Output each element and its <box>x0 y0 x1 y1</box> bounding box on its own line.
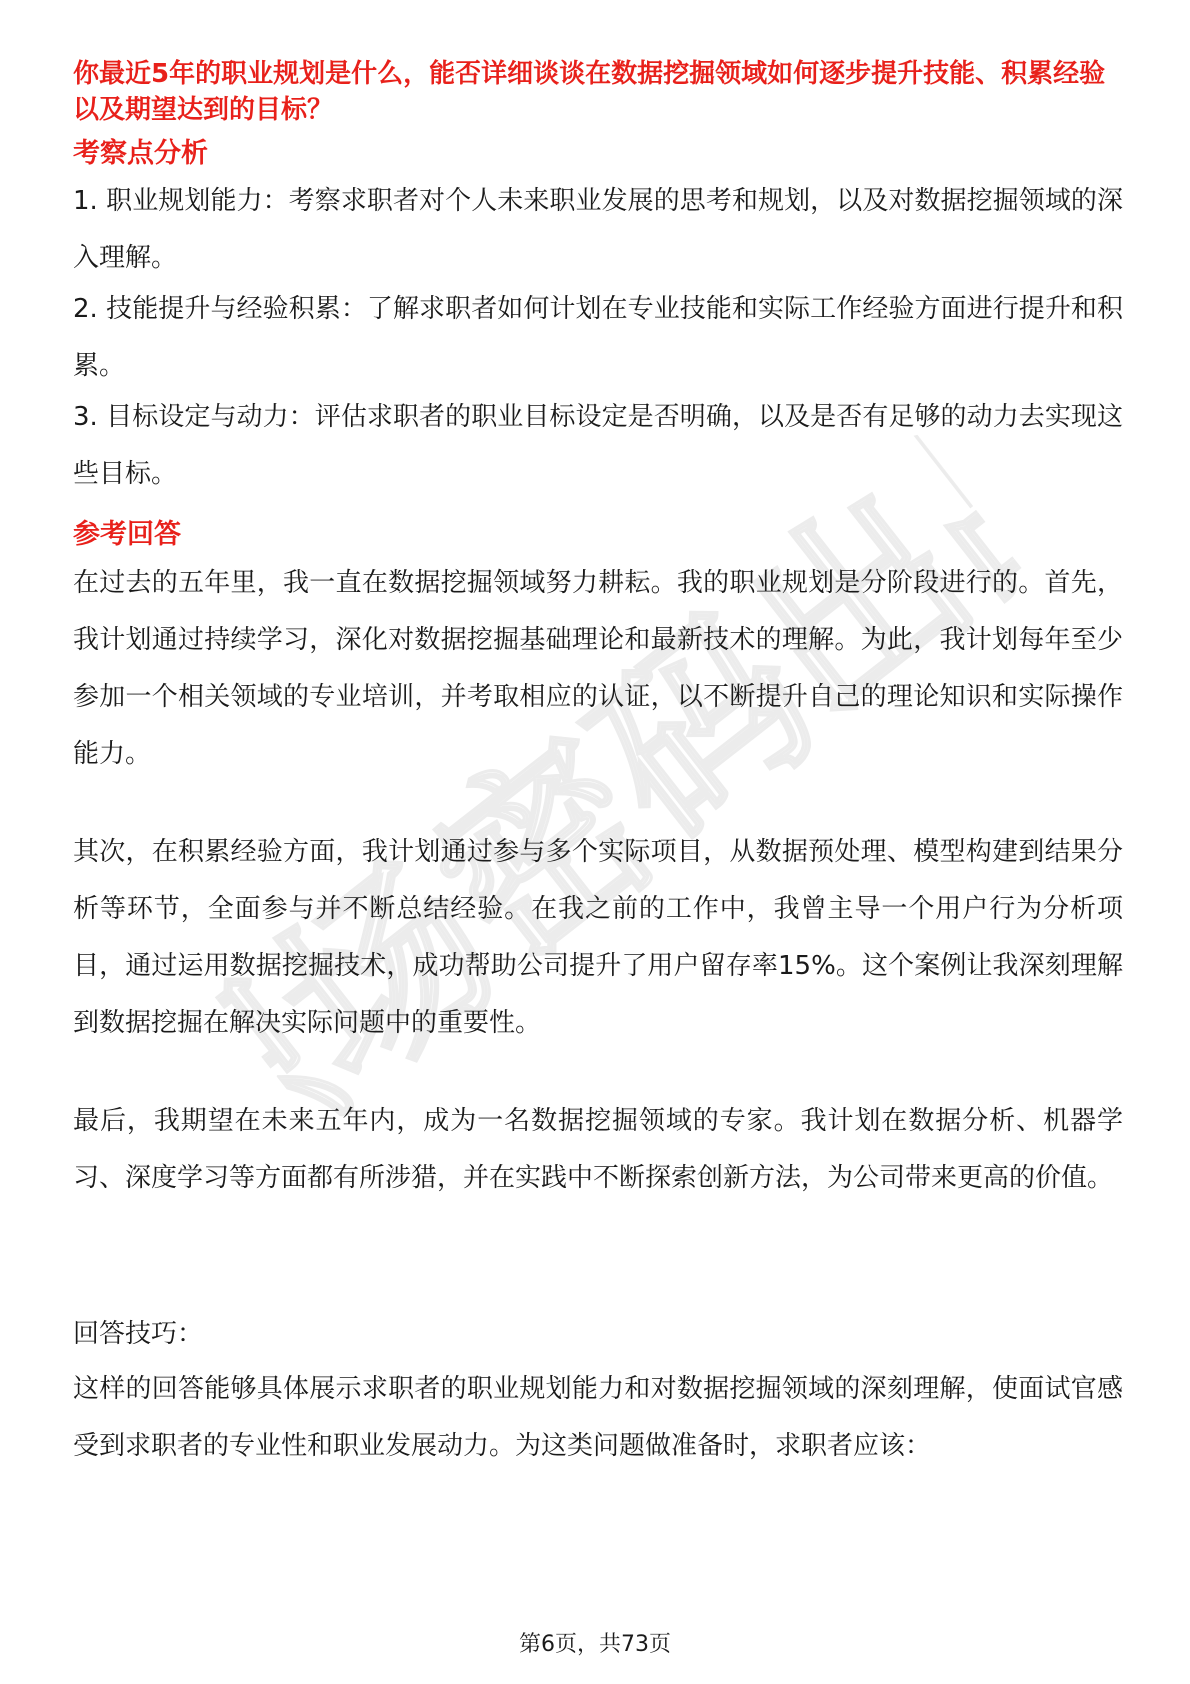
watermark-text: 职场密码出品 <box>163 377 1077 1193</box>
tips-title: 回答技巧： <box>73 1319 204 1349</box>
analysis-item-1: 1. 职业规划能力：考察求职者对个人未来职业发展的思考和规划，以及对数据挖掘领域的深入理解。 <box>73 186 1123 273</box>
page-footer: 第6页，共73页 <box>519 1632 671 1657</box>
answer-title: 参考回答 <box>73 519 181 550</box>
analysis-title: 考察点分析 <box>73 138 208 169</box>
analysis-item-2: 2. 技能提升与经验积累：了解求职者如何计划在专业技能和实际工作经验方面进行提升和积累。 <box>73 294 1123 381</box>
analysis-item-3: 3. 目标设定与动力：评估求职者的职业目标设定是否明确，以及是否有足够的动力去实现这些目标。 <box>73 402 1123 489</box>
question-heading: 你最近5年的职业规划是什么，能否详细谈谈在数据挖掘领域如何逐步提升技能、积累经验以及期望达到的目标？ <box>73 59 1106 125</box>
tips-text: 这样的回答能够具体展示求职者的职业规划能力和对数据挖掘领域的深刻理解，使面试官感受到求职者的专业性和职业发展动力。为这类问题做准备时，求职者应该： <box>73 1374 1123 1461</box>
answer-paragraph-1: 在过去的五年里，我一直在数据挖掘领域努力耕耘。我的职业规划是分阶段进行的。首先，我计划通过持续学习，深化对数据挖掘基础理论和最新技术的理解。为此，我计划每年至少参加一个相关领域的专业培训，并考取相应的认证，以不断提升自己的理论知识和实际操作能力。 <box>73 568 1123 769</box>
answer-paragraph-3: 最后，我期望在未来五年内，成为一名数据挖掘领域的专家。我计划在数据分析、机器学习、深度学习等方面都有所涉猎，并在实践中不断探索创新方法，为公司带来更高的价值。 <box>73 1106 1123 1193</box>
answer-paragraph-2: 其次，在积累经验方面，我计划通过参与多个实际项目，从数据预处理、模型构建到结果分析等环节，全面参与并不断总结经验。在我之前的工作中，我曾主导一个用户行为分析项目，通过运用数据挖掘技术，成功帮助公司提升了用户留存率15%。这个案例让我深刻理解到数据挖掘在解决实际问题中的重要性。 <box>73 837 1123 1038</box>
